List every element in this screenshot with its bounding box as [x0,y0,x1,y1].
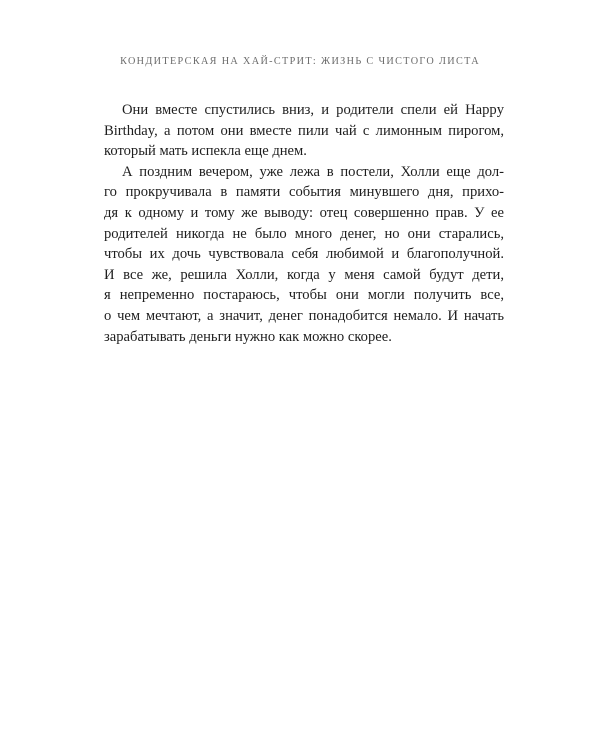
text-line: го прокручивала в памяти события минувшего дня, прихо- [104,184,504,201]
text-line: я непременно постараюсь, чтобы они могли получить все, [104,287,504,304]
text-line: А поздним вечером, уже лежа в постели, Холли еще дол- [122,163,504,180]
text-line: дя к одному и тому же выводу: отец совершенно прав. У ее [104,204,504,221]
text-line: чтобы их дочь чувствовала себя любимой и благополучной. [104,246,504,263]
text-line: родителей никогда не было много денег, но они старались, [104,225,504,242]
text-line: Birthday, а потом они вместе пили чай с лимонным пирогом, [104,122,504,139]
text-line: о чем мечтают, а значит, денег понадобится немало. И начать [104,307,504,324]
body-text [104,100,504,347]
text-line: Они вместе спустились вниз, и родители спели ей Happy [122,102,504,118]
text-line: который мать испекла еще днем. [104,143,307,160]
paragraph-2 [104,162,504,347]
text-line: И все же, решила Холли, когда у меня самой будут дети, [104,266,504,283]
paragraph-1 [104,100,504,162]
running-head: КОНДИТЕРСКАЯ НА ХАЙ-СТРИТ: ЖИЗНЬ С ЧИСТОГО ЛИСТА [120,56,480,67]
text-line: зарабатывать деньги нужно как можно скорее. [104,328,392,345]
